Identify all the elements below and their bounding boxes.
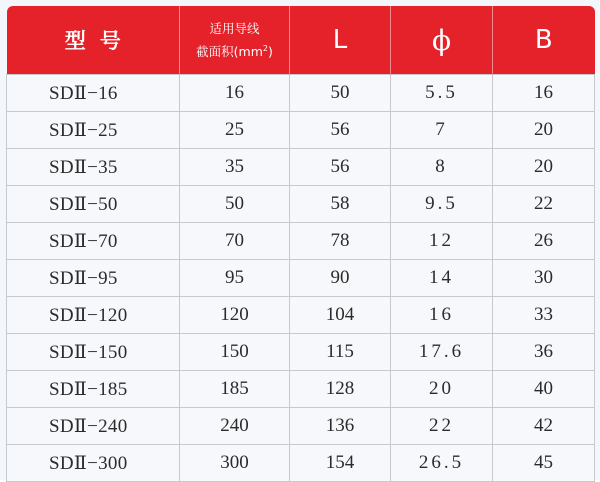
cell-L: 104 (290, 297, 391, 334)
cell-B: 40 (493, 371, 595, 408)
table-body (7, 75, 595, 482)
cell-model: SDⅡ−25 (7, 112, 180, 149)
cell-L: 136 (290, 408, 391, 445)
cell-model: SDⅡ−120 (7, 297, 180, 334)
cell-wire-area: 25 (180, 112, 290, 149)
header-B-label: B (534, 25, 553, 55)
cell-model: SDⅡ−16 (7, 75, 180, 112)
cell-wire-area: 50 (180, 186, 290, 223)
cell-B: 30 (493, 260, 595, 297)
cell-wire-area: 70 (180, 223, 290, 260)
cell-phi: 8 (391, 149, 493, 186)
header-wire-area-sup: 2 (262, 43, 268, 53)
cell-phi: 7 (391, 112, 493, 149)
header-phi (391, 6, 493, 75)
cell-L: 90 (290, 260, 391, 297)
cell-L: 56 (290, 149, 391, 186)
cell-model: SDⅡ−150 (7, 334, 180, 371)
cell-L: 50 (290, 75, 391, 112)
header-model-label: 型号 (64, 29, 135, 53)
cell-wire-area: 240 (180, 408, 290, 445)
table-row (7, 186, 595, 223)
table-row (7, 371, 595, 408)
cell-L: 58 (290, 186, 391, 223)
cell-B: 20 (493, 149, 595, 186)
cell-B: 20 (493, 112, 595, 149)
cell-L: 128 (290, 371, 391, 408)
header-B (493, 6, 595, 75)
table-row (7, 149, 595, 186)
cell-wire-area: 185 (180, 371, 290, 408)
cell-model: SDⅡ−50 (7, 186, 180, 223)
cell-B: 33 (493, 297, 595, 334)
table-row (7, 445, 595, 482)
header-wire-area (180, 6, 290, 75)
cell-model: SDⅡ−70 (7, 223, 180, 260)
cell-phi: 5.5 (391, 75, 493, 112)
cell-phi: 22 (391, 408, 493, 445)
cell-L: 78 (290, 223, 391, 260)
cell-phi: 9.5 (391, 186, 493, 223)
table-row (7, 112, 595, 149)
cell-wire-area: 150 (180, 334, 290, 371)
header-model (7, 6, 180, 75)
header-wire-area-line2 (180, 39, 289, 62)
cell-phi: 20 (391, 371, 493, 408)
header-L (290, 6, 391, 75)
cell-L: 56 (290, 112, 391, 149)
cell-B: 26 (493, 223, 595, 260)
cell-B: 16 (493, 75, 595, 112)
header-wire-area-unit: 截面积(mm (196, 43, 263, 59)
cell-wire-area: 95 (180, 260, 290, 297)
cell-phi: 16 (391, 297, 493, 334)
cell-B: 36 (493, 334, 595, 371)
cell-L: 115 (290, 334, 391, 371)
table-row (7, 408, 595, 445)
cell-L: 154 (290, 445, 391, 482)
header-wire-area-line1: 适用导线 (209, 20, 260, 36)
cell-B: 42 (493, 408, 595, 445)
table-header (7, 6, 595, 75)
cell-phi: 26.5 (391, 445, 493, 482)
table-row (7, 334, 595, 371)
cell-model: SDⅡ−300 (7, 445, 180, 482)
table-row (7, 223, 595, 260)
cell-phi: 12 (391, 223, 493, 260)
cell-phi: 14 (391, 260, 493, 297)
cell-model: SDⅡ−185 (7, 371, 180, 408)
cell-wire-area: 120 (180, 297, 290, 334)
cell-wire-area: 16 (180, 75, 290, 112)
cell-model: SDⅡ−240 (7, 408, 180, 445)
cell-B: 45 (493, 445, 595, 482)
cell-model: SDⅡ−35 (7, 149, 180, 186)
header-wire-area-close: ) (267, 43, 273, 59)
table-row (7, 260, 595, 297)
header-row (7, 6, 595, 75)
header-L-label: L (332, 25, 348, 55)
cell-wire-area: 300 (180, 445, 290, 482)
table-row (7, 297, 595, 334)
header-phi-label: ϕ (431, 23, 452, 57)
cell-phi: 17.6 (391, 334, 493, 371)
cell-B: 22 (493, 186, 595, 223)
cell-wire-area: 35 (180, 149, 290, 186)
cell-model: SDⅡ−95 (7, 260, 180, 297)
table-row (7, 75, 595, 112)
spec-table (6, 6, 595, 482)
